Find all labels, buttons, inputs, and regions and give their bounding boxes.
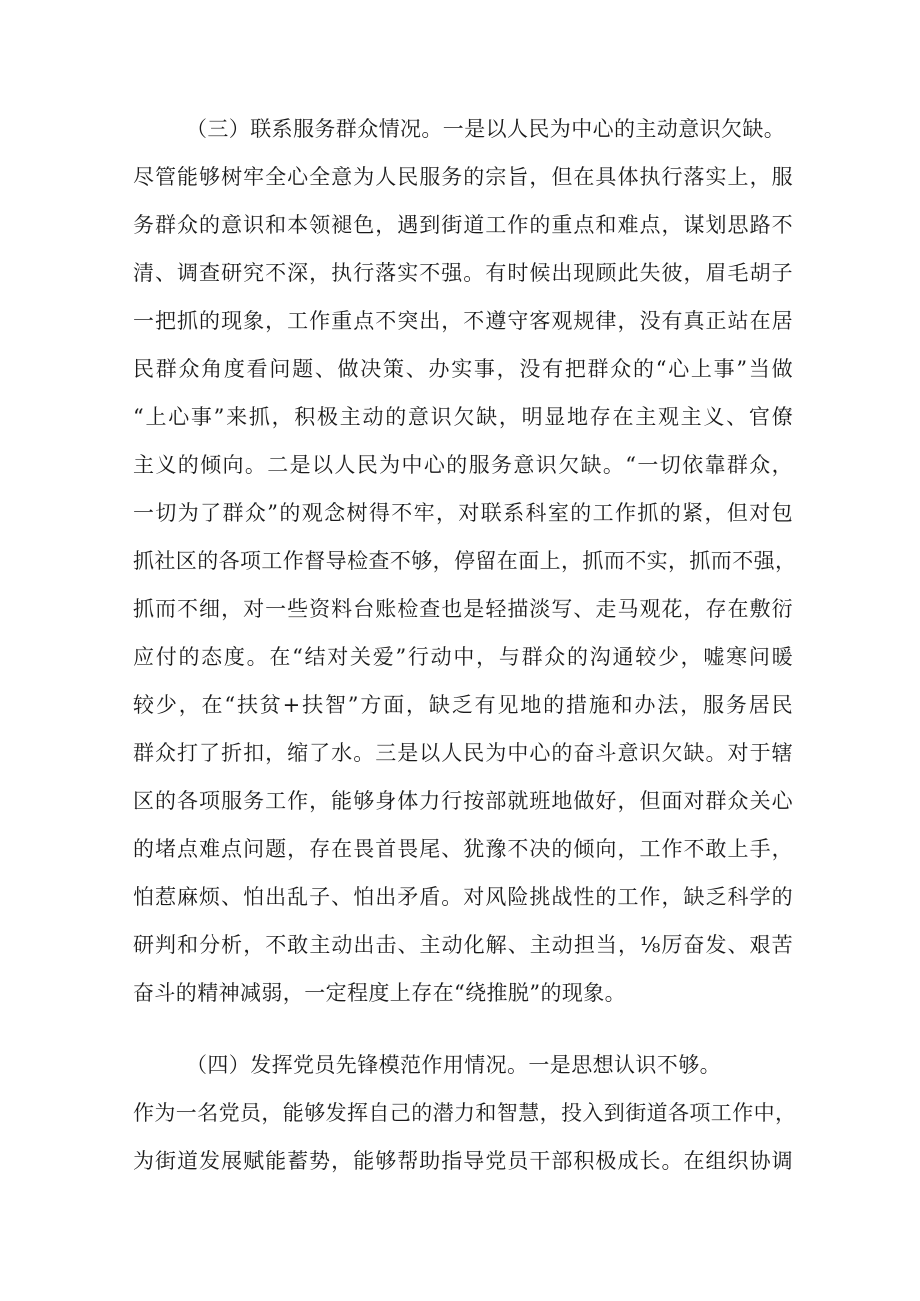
- paragraph-line: 务群众的意识和本领褪色，遇到街道工作的重点和难点，谋划思路不: [133, 213, 793, 237]
- paragraph-line: 奋斗的精神减弱，一定程度上存在“绕推脱”的现象。: [133, 981, 627, 1005]
- paragraph-line: 一把抓的现象，工作重点不突出，不遵守客观规律，没有真正站在居: [133, 309, 793, 333]
- paragraph-line: 区的各项服务工作，能够身体力行按部就班地做好，但面对群众关心: [133, 789, 793, 813]
- paragraph-line: （三）联系服务群众情况。一是以人民为中心的主动意识欠缺。: [186, 117, 786, 141]
- paragraph-line: 民群众角度看问题、做决策、办实事，没有把群众的“心上事”当做: [133, 357, 793, 381]
- paragraph-line: 应付的态度。在“结对关爱”行动中，与群众的沟通较少，嘘寒问暖: [133, 645, 793, 669]
- paragraph-line: “上心事”来抓，积极主动的意识欠缺，明显地存在主观主义、官僚: [133, 405, 793, 429]
- paragraph-line: 的堵点难点问题，存在畏首畏尾、犹豫不决的倾向，工作不敢上手，: [133, 837, 793, 861]
- paragraph-line: 怕惹麻烦、怕出乱子、怕出矛盾。对风险挑战性的工作，缺乏科学的: [133, 885, 793, 909]
- paragraph-line: 为街道发展赋能蓄势，能够帮助指导党员干部积极成长。在组织协调: [133, 1149, 793, 1173]
- paragraph-line: 主义的倾向。二是以人民为中心的服务意识欠缺。“一切依靠群众，: [133, 453, 793, 477]
- paragraph-line: 群众打了折扣，缩了水。三是以人民为中心的奋斗意识欠缺。对于辖: [133, 741, 793, 765]
- paragraph-line: 作为一名党员，能够发挥自己的潜力和智慧，投入到街道各项工作中，: [133, 1101, 797, 1125]
- paragraph-line: （四）发挥党员先锋模范作用情况。一是思想认识不够。: [186, 1053, 721, 1077]
- paragraph-line: 较少，在“扶贫+扶智”方面，缺乏有见地的措施和办法，服务居民: [133, 693, 793, 717]
- paragraph-line: 研判和分析，不敢主动出击、主动化解、主动担当，⅛厉奋发、艰苦: [133, 933, 793, 957]
- paragraph-line: 清、调查研究不深，执行落实不强。有时候出现顾此失彼，眉毛胡子: [133, 261, 793, 285]
- paragraph-line: 抓社区的各项工作督导检查不够，停留在面上，抓而不实，抓而不强，: [133, 549, 797, 573]
- paragraph-line: 一切为了群众”的观念树得不牢，对联系科室的工作抓的紧，但对包: [133, 501, 793, 525]
- paragraph-line: 抓而不细，对一些资料台账检查也是轻描淡写、走马观花，存在敷衍: [133, 597, 793, 621]
- paragraph-line: 尽管能够树牢全心全意为人民服务的宗旨，但在具体执行落实上，服: [133, 165, 793, 189]
